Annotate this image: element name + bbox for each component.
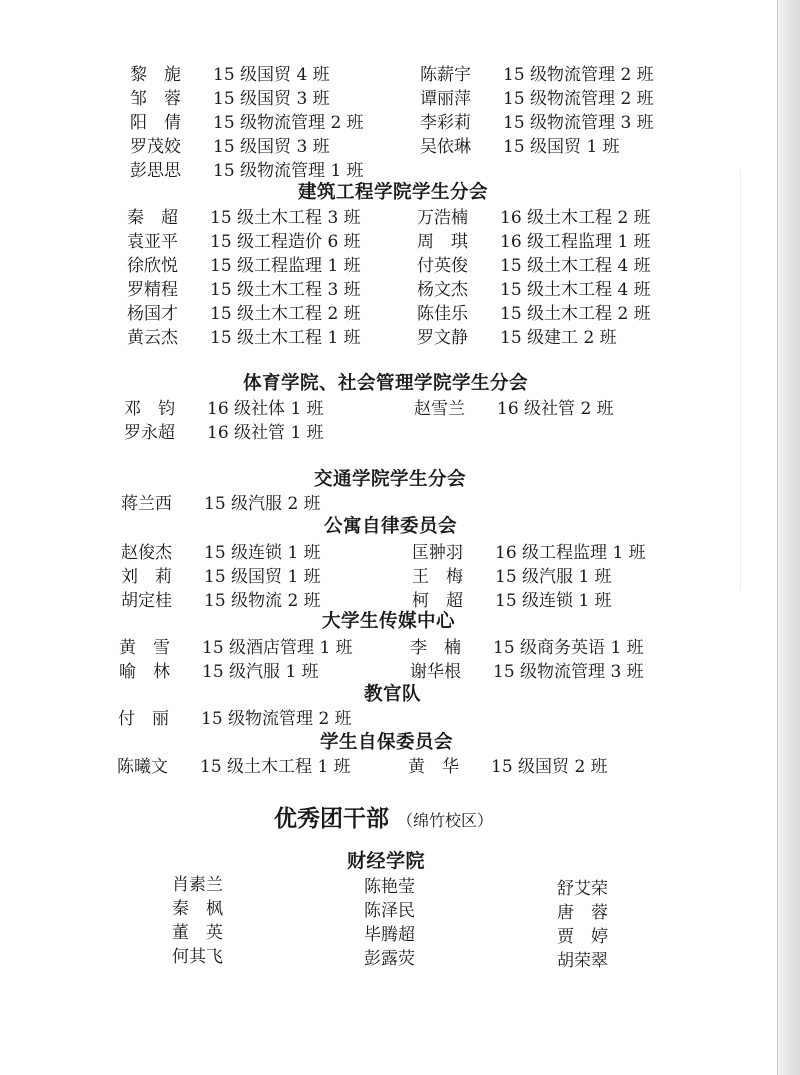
member-class: 15 级国贸 4 班 [213, 65, 330, 85]
member-class: 15 级酒店管理 1 班 [202, 638, 353, 658]
member-class: 16 级社管 1 班 [207, 423, 324, 443]
member-class: 15 级物流 2 班 [204, 591, 321, 611]
member-class: 15 级土木工程 3 班 [210, 208, 361, 228]
member-class: 15 级物流管理 1 班 [213, 161, 364, 181]
member-name: 舒艾荣 [557, 879, 608, 899]
excellent-subtitle: （绵竹校区） [397, 811, 494, 830]
section-title-jiaotong: 交通学院学生分会 [314, 469, 467, 490]
member-class: 15 级连锁 1 班 [495, 591, 612, 611]
member-name: 匡翀羽 [412, 543, 463, 563]
member-class: 15 级物流管理 3 班 [493, 662, 644, 682]
member-class: 15 级物流管理 3 班 [503, 113, 654, 133]
section-title-jiaoguan: 教官队 [364, 684, 422, 705]
excellent-title [274, 800, 493, 833]
member-class: 15 级土木工程 4 班 [500, 280, 651, 300]
member-name: 杨文杰 [417, 280, 468, 300]
member-name: 陈薪宇 [420, 65, 471, 85]
member-name: 李彩莉 [420, 113, 471, 133]
member-name: 谭丽萍 [420, 89, 471, 109]
member-class: 16 级社体 1 班 [207, 399, 324, 419]
member-class: 16 级土木工程 2 班 [500, 208, 651, 228]
member-name: 徐欣悦 [127, 256, 178, 276]
member-class: 15 级土木工程 4 班 [500, 256, 651, 276]
member-class: 16 级社管 2 班 [497, 399, 614, 419]
member-class: 15 级连锁 1 班 [204, 543, 321, 563]
member-name: 贾 婷 [557, 927, 608, 947]
member-class: 15 级物流管理 2 班 [201, 709, 352, 729]
member-name: 王 梅 [412, 567, 463, 587]
member-class: 15 级工程造价 6 班 [210, 232, 361, 252]
member-class: 15 级土木工程 2 班 [210, 304, 361, 324]
member-name: 邓 钧 [124, 399, 175, 419]
section-title-tiyu: 体育学院、社会管理学院学生分会 [243, 373, 529, 394]
member-name: 邹 蓉 [130, 89, 181, 109]
page-edge-shadow [778, 0, 800, 1075]
member-name: 吴依琳 [420, 137, 471, 157]
member-name: 罗茂姣 [130, 137, 181, 157]
section-title-gongyu: 公寓自律委员会 [324, 516, 458, 537]
member-class: 15 级物流管理 2 班 [503, 65, 654, 85]
member-name: 秦 超 [127, 208, 178, 228]
member-name: 彭思思 [130, 161, 181, 181]
member-name: 袁亚平 [127, 232, 178, 252]
member-class: 15 级国贸 3 班 [213, 137, 330, 157]
member-class: 15 级工程监理 1 班 [210, 256, 361, 276]
member-class: 15 级汽服 1 班 [495, 567, 612, 587]
member-name: 陈曦文 [117, 757, 168, 777]
member-name: 赵雪兰 [414, 399, 465, 419]
member-class: 16 级工程监理 1 班 [500, 232, 651, 252]
excellent-title-text: 优秀团干部 [274, 805, 389, 832]
member-class: 15 级汽服 2 班 [204, 494, 321, 514]
member-name: 陈佳乐 [417, 304, 468, 324]
member-name: 万浩楠 [417, 208, 468, 228]
member-name: 胡荣翠 [557, 951, 608, 971]
member-name: 付 丽 [118, 709, 169, 729]
member-name: 黄 雪 [119, 638, 170, 658]
member-name: 杨国才 [127, 304, 178, 324]
member-class: 15 级国贸 1 班 [503, 137, 620, 157]
member-class: 15 级国贸 3 班 [213, 89, 330, 109]
member-name: 秦 枫 [172, 899, 223, 919]
member-name: 肖素兰 [172, 875, 223, 895]
member-name: 李 楠 [410, 638, 461, 658]
member-name: 阳 倩 [130, 113, 181, 133]
member-name: 黎 旎 [130, 65, 181, 85]
member-name: 蒋兰西 [121, 494, 172, 514]
member-class: 15 级土木工程 1 班 [200, 757, 351, 777]
member-name: 毕腾超 [364, 925, 415, 945]
member-name: 陈艳莹 [364, 877, 415, 897]
member-name: 罗永超 [124, 423, 175, 443]
caijing-column-2 [364, 875, 415, 971]
member-class: 15 级物流管理 2 班 [503, 89, 654, 109]
member-class: 15 级建工 2 班 [500, 328, 617, 348]
member-name: 何其飞 [172, 947, 223, 967]
member-name: 付英俊 [417, 256, 468, 276]
member-name: 黄 华 [408, 757, 459, 777]
member-name: 刘 莉 [121, 567, 172, 587]
member-class: 15 级土木工程 3 班 [210, 280, 361, 300]
member-class: 15 级汽服 1 班 [202, 662, 319, 682]
member-name: 喻 林 [119, 662, 170, 682]
member-name: 董 英 [172, 923, 223, 943]
member-name: 唐 蓉 [557, 903, 608, 923]
member-name: 罗文静 [417, 328, 468, 348]
member-class: 15 级国贸 1 班 [204, 567, 321, 587]
member-name: 周 琪 [417, 232, 468, 252]
member-name: 黄云杰 [127, 328, 178, 348]
member-class: 15 级土木工程 2 班 [500, 304, 651, 324]
member-name: 谢华根 [410, 662, 461, 682]
member-class: 16 级工程监理 1 班 [495, 543, 646, 563]
member-name: 陈泽民 [364, 901, 415, 921]
caijing-column-3 [557, 877, 608, 973]
member-name: 胡定桂 [121, 591, 172, 611]
section-title-jianzhu: 建筑工程学院学生分会 [298, 182, 489, 203]
section-title-chuanmei: 大学生传媒中心 [322, 611, 456, 632]
member-class: 15 级商务英语 1 班 [493, 638, 644, 658]
section-title-caijing: 财经学院 [347, 850, 426, 872]
member-name: 赵俊杰 [121, 543, 172, 563]
member-class: 15 级物流管理 2 班 [213, 113, 364, 133]
scan-artifact-line [740, 170, 741, 590]
section-title-zibao: 学生自保委员会 [320, 732, 454, 753]
member-name: 彭露荧 [364, 949, 415, 969]
member-class: 15 级土木工程 1 班 [210, 328, 361, 348]
caijing-column-1 [172, 873, 223, 969]
member-name: 柯 超 [412, 591, 463, 611]
member-name: 罗精程 [127, 280, 178, 300]
member-class: 15 级国贸 2 班 [491, 757, 608, 777]
